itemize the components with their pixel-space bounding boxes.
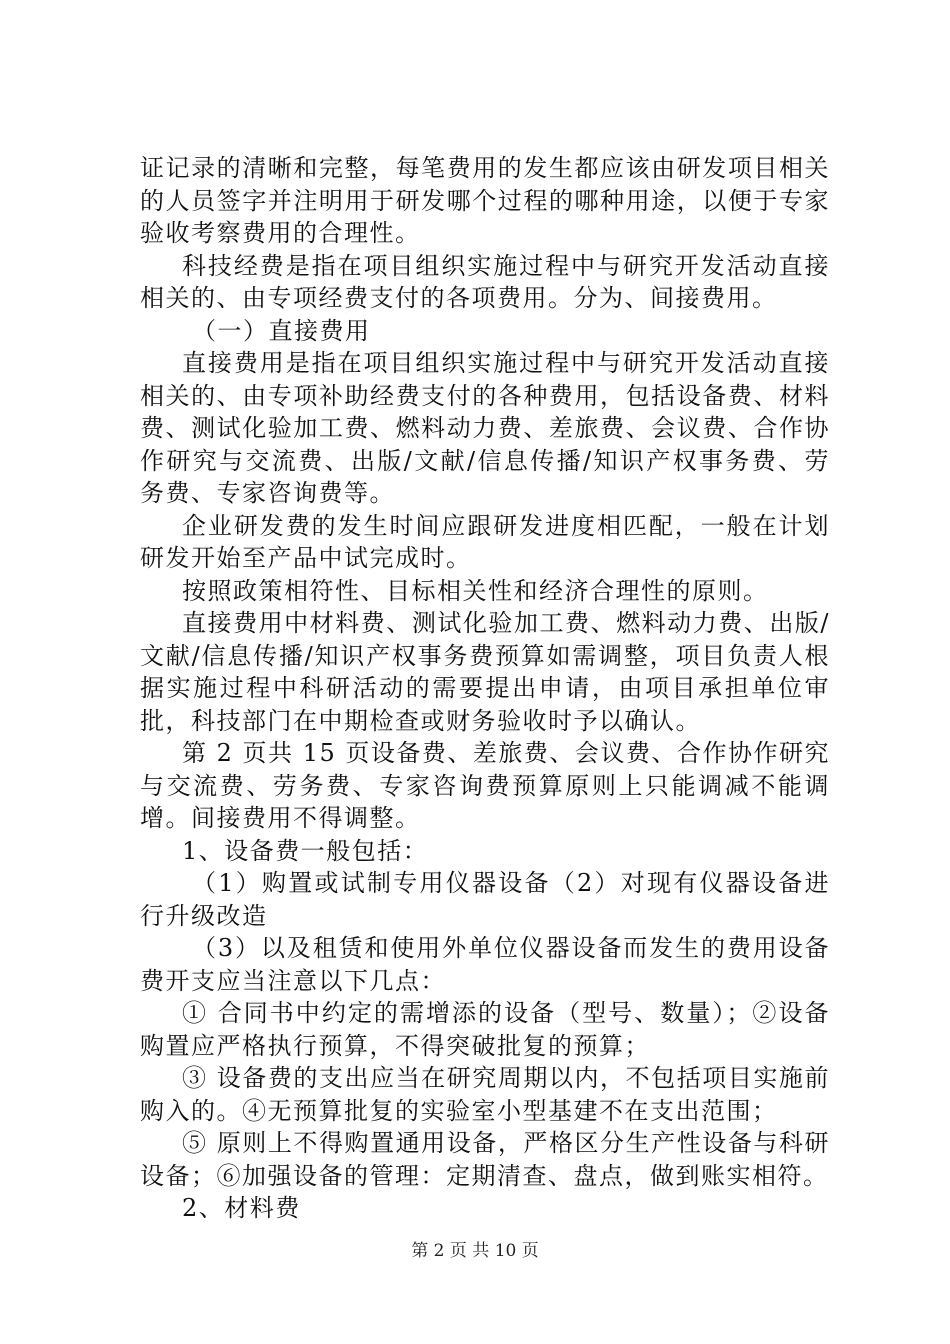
- paragraph-rd-timing: 企业研发费的发生时间应跟研发进度相匹配，一般在计划研发开始至产品中试完成时。: [140, 511, 830, 572]
- paragraph-budget-adjustment: 直接费用中材料费、测试化验加工费、燃料动力费、出版/文献/信息传播/知识产权事务费预算如需调整，项目负责人根据实施过程中科研活动的需要提出申请，由项目承担单位审批，科技部门在中期检查或财务验收时予以确认。: [140, 609, 830, 735]
- paragraph-equipment-points-5-6: ⑤ 原则上不得购置通用设备，严格区分生产性设备与科研设备；⑥加强设备的管理：定期清查、盘点，做到账实相符。: [140, 1129, 830, 1190]
- paragraph-direct-costs-definition: 直接费用是指在项目组织实施过程中与研究开发活动直接相关的、由专项补助经费支付的各种费用，包括设备费、材料费、测试化验加工费、燃料动力费、差旅费、会议费、合作协作研究与交流费、出版/文献/信息传播/知识产权事务费、劳务费、专家咨询费等。: [140, 349, 830, 507]
- paragraph-equipment-items-1-2: （1）购置或试制专用仪器设备（2）对现有仪器设备进行升级改造: [140, 869, 830, 930]
- heading-equipment-costs: 1、设备费一般包括：: [182, 836, 429, 865]
- paragraph-equipment-points-3-4: ③ 设备费的支出应当在研究周期以内，不包括项目实施前购入的。④无预算批复的实验室小型基建不在支出范围；: [140, 1064, 830, 1125]
- heading-material-costs: 2、材料费: [182, 1194, 301, 1222]
- document-body: [140, 152, 830, 1225]
- paragraph-equipment-points-1-2: ① 合同书中约定的需增添的设备（型号、数量）；②设备购置应严格执行预算，不得突破批复的预算；: [140, 999, 830, 1060]
- paragraph-tech-funds: 科技经费是指在项目组织实施过程中与研究开发活动直接相关的、由专项经费支付的各项费用。分为、间接费用。: [140, 251, 830, 312]
- paragraph-no-increase: 第 2 页共 15 页设备费、差旅费、会议费、合作协作研究与交流费、劳务费、专家咨询费预算原则上只能调减不能调增。间接费用不得调整。: [140, 739, 830, 832]
- paragraph-continuation: 证记录的清晰和完整，每笔费用的发生都应该由研发项目相关的人员签字并注明用于研发哪个过程的哪种用途，以便于专家验收考察费用的合理性。: [140, 154, 830, 247]
- paragraph-equipment-item-3: （3）以及租赁和使用外单位仪器设备而发生的费用设备费开支应当注意以下几点：: [140, 934, 830, 995]
- page-footer: 第 2 页 共 10 页: [411, 1241, 539, 1261]
- heading-direct-costs: （一）直接费用: [192, 316, 371, 345]
- paragraph-principles: 按照政策相符性、目标相关性和经济合理性的原则。: [182, 576, 769, 605]
